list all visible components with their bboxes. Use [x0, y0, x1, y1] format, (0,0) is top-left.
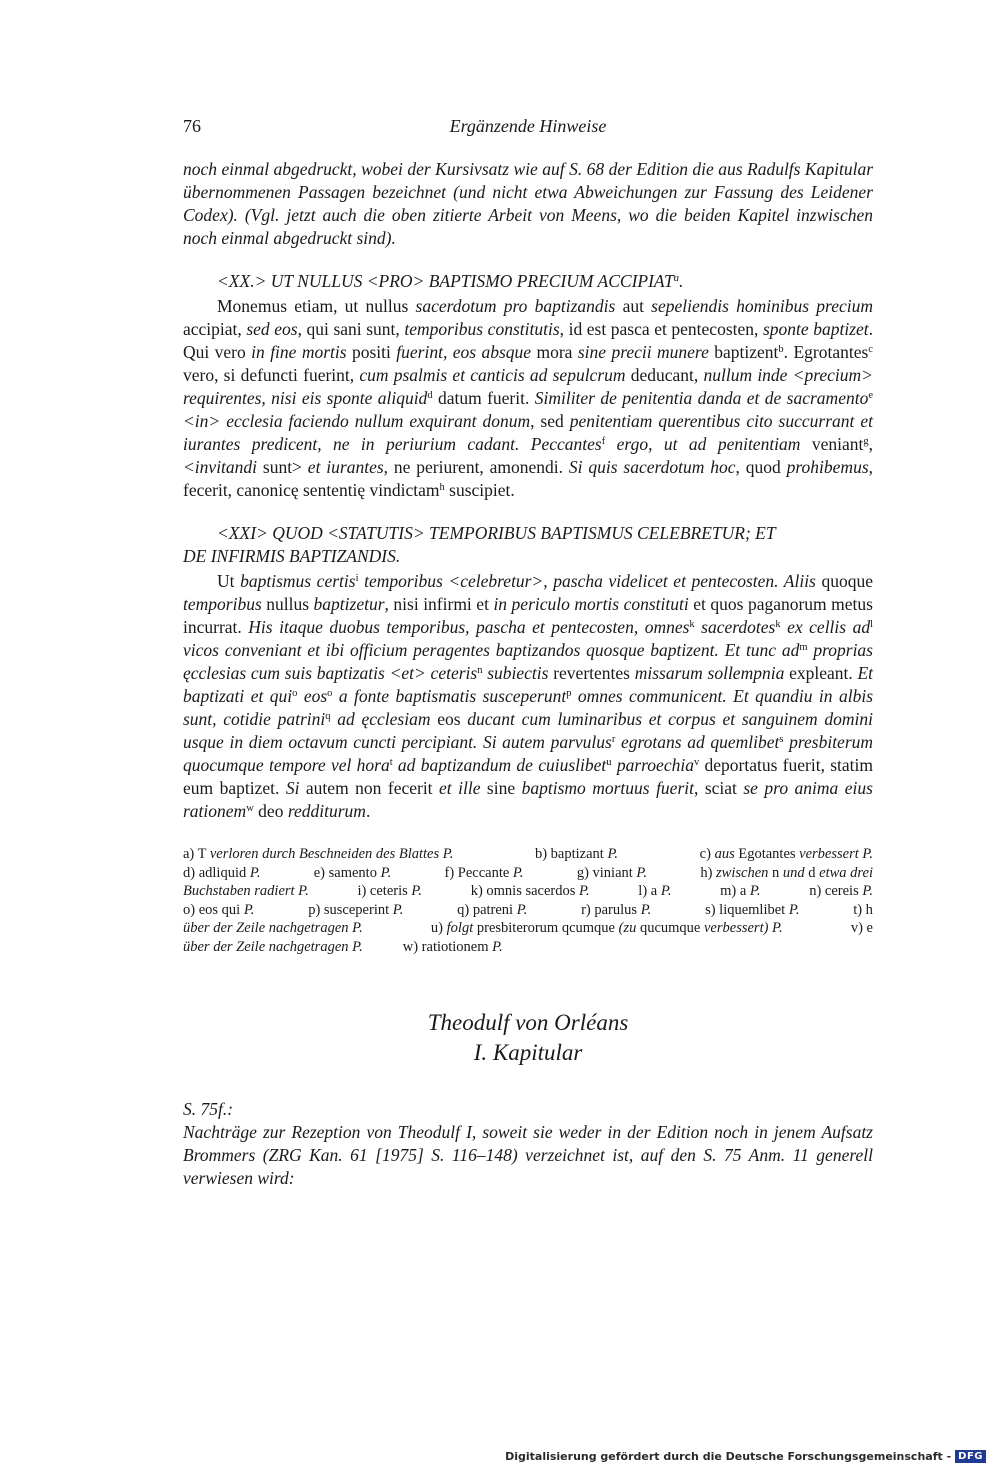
- section-xx-text: Monemus etiam, ut nullus sacerdotum pro baptizandis aut sepeliendis hominibus precium accipiat, sed eos, qui sani sunt, temporibus constitutis, id est pasca et pentecosten, sponte baptizet. Qui vero in fine mortis positi fuerint, eos absque mora sine precii munere baptizent$^b$. Egrotantes$^c$ vero, si defuncti fuerint, cum psalmis et canticis ad sepulcrum deducant, nullum inde <precium> requirentes, nisi eis sponte aliquid$^d$ datum fuerit. Similiter de penitentia danda et de sacramento$^e$ <in> ecclesia faciendo nullum exquirant donum, sed penitentiam querentibus cito succurrant et iurantes predicent, ne in periurium cadant. Peccantes$^f$ ergo, ut ad penitentiam veniant$^g$, <invitandi sunt> et iurantes, ne periurent, amonendi. Si quis sacerdotum hoc, quod prohibemus, fecerit, canonicę sententię vindictam$^h$ suscipiet.: [183, 296, 874, 500]
- chapter-heading: Theodulf von Orléans I. Kapitular: [427, 1010, 629, 1065]
- section-xx: [183, 270, 873, 502]
- section-xxi-heading: <XXI> QUOD <STATUTIS> TEMPORIBUS BAPTISMUS CELEBRETUR; ET DE INFIRMIS BAPTIZANDIS.: [183, 523, 776, 566]
- dfg-funding-text: Digitalisierung gefördert durch die Deutsche Forschungsgemeinschaft -: [505, 1450, 952, 1463]
- footnote-line: Buchstaben radiert P. i) ceteris P. k) omnis sacerdos P. l) a P. m) a P. n) cereis P.: [183, 883, 873, 899]
- intro-paragraph: noch einmal abgedruckt, wobei der Kursivsatz wie auf S. 68 der Edition die aus Radulfs Kapitular übernommenen Passagen bezeichnet (und nicht etwa Abweichungen zur Fassung des Leidener Codex). (Vgl. jetzt auch die oben zitierte Arbeit von Meens, wo die beiden Kapitel inzwischen noch einmal abgedruckt sind).: [183, 159, 873, 248]
- footnote-line: über der Zeile nachgetragen P. w) ratiotionem P.: [183, 938, 503, 955]
- footnote-line: d) adliquid P. e) samento P. f) Peccante P. g) viniant P. h) zwischen n und d etwa drei: [183, 864, 873, 881]
- page-number: 76: [183, 116, 201, 136]
- document-page: [183, 112, 873, 1190]
- page-reference: S. 75f.:: [183, 1099, 234, 1119]
- section-xxi: [183, 522, 873, 823]
- section-xx-heading: <XX.> UT NULLUS <PRO> BAPTISMO PRECIUM ACCIPIAT$^a$.: [217, 271, 684, 291]
- footnote-apparatus: [183, 845, 873, 956]
- section-xxi-text: Ut baptismus certis$^i$ temporibus <celebretur>, pascha videlicet et pentecosten. Aliis quoque temporibus nullus baptizetur, nisi infirmi et in periculo mortis constituti et quos paganorum metus incurrat. His itaque duobus temporibus, pascha et pentecosten, omnes$^k$ sacerdotes$^k$ ex cellis $ad^l$ vicos conveniant et ibi officium peragentes baptizandos quosque baptizent. Et tunc $ad^m$ proprias ęcclesias cum suis baptizatis <et> ceteris$^n$ subiectis revertentes missarum sollempnia expleant. Et baptizati et qui$^o$ eos$^o$ a fonte baptismatis susceperunt$^p$ omnes communicent. Et quandiu in albis sunt, cotidie patrini$^q$ ad ęcclesiam eos ducant cum luminaribus et corpus et sanguinem domini usque in diem octavum cuncti percipiant. Si autem parvulus$^r$ egrotans ad quemlibet$^s$ presbiterum quocumque tempore vel hora$^t$ ad baptizandum de cuiuslibet$^u$ parroechia$^v$ deportatus fuerit, statim eum baptizet. Si autem non fecerit et ille sine baptismo mortuus fuerit, sciat se pro anima eius rationem$^w$ deo redditurum.: [183, 571, 874, 821]
- reference-note: Nachträge zur Rezeption von Theodulf I, soweit sie weder in der Edition noch in jenem Aufsatz Brommers (ZRG Kan. 61 [1975] S. 116–148) verzeichnet ist, auf den S. 75 Anm. 11 generell verwiesen wird:: [183, 1122, 873, 1188]
- dfg-logo-icon: DFG: [955, 1450, 986, 1463]
- footnote-line: über der Zeile nachgetragen P. u) folgt presbiterorum qcumque (zu qucumque verbessert) P. v) e: [183, 920, 873, 936]
- running-title: Ergänzende Hinweise: [449, 116, 607, 136]
- footnote-line: o) eos qui P. p) susceperint P. q) patreni P. r) parulus P. s) liquemlibet P. t) h: [183, 901, 873, 918]
- running-head: [183, 112, 873, 142]
- dfg-funding-banner: [505, 1450, 986, 1463]
- footnote-line: a) T verloren durch Beschneiden des Blattes P. b) baptizant P. c) aus Egotantes verbessert P.: [183, 846, 873, 862]
